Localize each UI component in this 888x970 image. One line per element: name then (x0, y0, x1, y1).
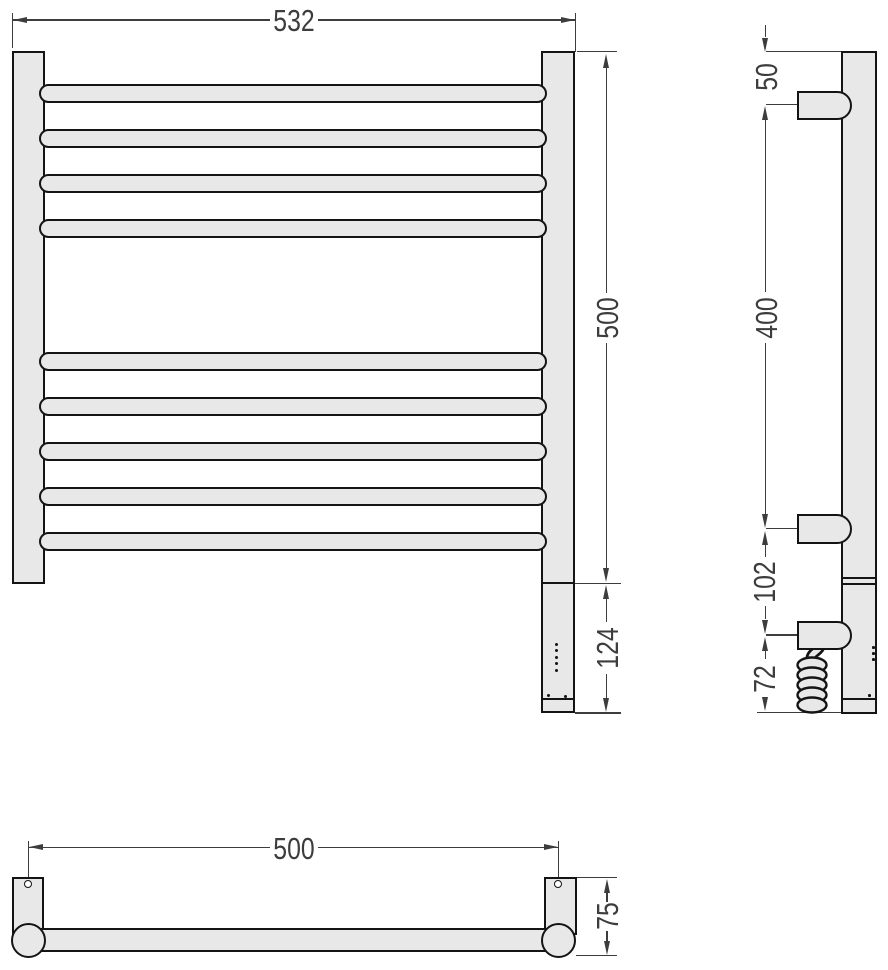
dim-depth-arrow-top-icon (604, 879, 610, 893)
dim-400-line (765, 119, 766, 292)
mount-hole (554, 880, 562, 888)
dim-heater-line (606, 598, 607, 622)
dim-height-arrow-bottom-icon (603, 568, 609, 582)
wall-bracket-bottom (797, 621, 852, 651)
dim-72-arrow-top-icon (762, 637, 768, 651)
dim-height-label: 500 (589, 297, 625, 339)
side-post-joint-line (841, 583, 877, 585)
dim-depth-ext-top (577, 877, 617, 878)
dim-height-ext-bottom (575, 583, 621, 584)
bottom-right-post-section (541, 923, 576, 958)
dim-102-label: 102 (746, 561, 782, 603)
dim-height-line (606, 343, 607, 569)
dim-height-line (606, 67, 607, 293)
dim-102-ref-bottom (766, 634, 797, 635)
heater-dot (555, 656, 558, 659)
heater-dot (555, 643, 558, 646)
side-post-cap-line (841, 698, 877, 701)
dim-400-arrow-bottom-icon (762, 514, 768, 528)
dim-400-arrow-top-icon (762, 106, 768, 120)
dim-mount-ext-left (28, 841, 29, 877)
dim-72-label: 72 (746, 665, 781, 693)
heater-dot (547, 694, 550, 697)
dim-400-line (765, 343, 766, 514)
dim-mount-label: 500 (270, 832, 318, 865)
front-left-post (12, 51, 45, 584)
dim-mount-arrow-right-icon (544, 844, 558, 850)
wall-bracket-top (797, 91, 852, 121)
dim-width-arrow-left-icon (13, 17, 27, 23)
dim-depth-ext-bottom (576, 955, 617, 956)
dim-mount-arrow-left-icon (29, 844, 43, 850)
heater-dot (555, 649, 558, 652)
towel-bar (39, 487, 547, 506)
dim-72-arrow-bottom-icon (762, 697, 768, 711)
mount-hole (24, 880, 32, 888)
dim-height-ext-top (577, 51, 617, 52)
dim-heater-arrow-top-icon (603, 585, 609, 599)
dim-heater-ext-bottom (575, 712, 621, 713)
towel-bar (39, 84, 547, 103)
dim-heater-label: 124 (589, 627, 625, 669)
dim-102-arrow-top-icon (762, 531, 768, 545)
towel-bar (39, 532, 547, 551)
front-heater-cap-line (541, 698, 575, 701)
dim-width-ext-left (12, 13, 13, 48)
side-post-joint-line (841, 577, 877, 579)
dim-height-arrow-top-icon (603, 54, 609, 68)
dim-400-label: 400 (748, 297, 783, 339)
side-post (841, 51, 877, 714)
side-post-dot (872, 658, 875, 661)
dim-50-tail (765, 25, 766, 37)
dim-102-arrow-bottom-icon (762, 620, 768, 634)
heater-dot (564, 695, 567, 698)
dim-width-label: 532 (270, 4, 318, 37)
front-right-post (541, 51, 575, 584)
towel-bar (39, 219, 547, 238)
wall-bracket-middle (797, 514, 852, 544)
towel-bar (39, 397, 547, 416)
bottom-left-post-section (11, 923, 46, 958)
power-cable-coil (789, 641, 841, 717)
dim-50-ref-top (766, 51, 842, 52)
dim-depth-label: 75 (589, 901, 625, 930)
side-post-dot (872, 646, 875, 649)
dim-mount-ext-right (558, 841, 559, 877)
towel-bar (39, 129, 547, 148)
dim-heater-line (606, 674, 607, 698)
dim-50-label: 50 (748, 63, 783, 91)
side-post-dot (872, 652, 875, 655)
dim-102-line (765, 544, 766, 557)
dim-depth-arrow-bottom-icon (604, 941, 610, 955)
dim-50-ref-bottom (766, 104, 797, 105)
heater-dot (555, 662, 558, 665)
bottom-bar (40, 928, 562, 952)
dim-400-ref-bottom (766, 528, 797, 529)
heater-dot (555, 669, 558, 672)
dim-heater-arrow-bottom-icon (603, 698, 609, 712)
dim-width-ext-right (575, 13, 576, 52)
dim-width-arrow-right-icon (561, 17, 575, 23)
towel-bar (39, 174, 547, 193)
towel-bar (39, 442, 547, 461)
side-post-dot (868, 694, 871, 697)
front-heater-section (541, 582, 575, 713)
towel-bar (39, 352, 547, 371)
dim-102-line (765, 606, 766, 619)
dim-50-arrow-icon (762, 38, 768, 52)
